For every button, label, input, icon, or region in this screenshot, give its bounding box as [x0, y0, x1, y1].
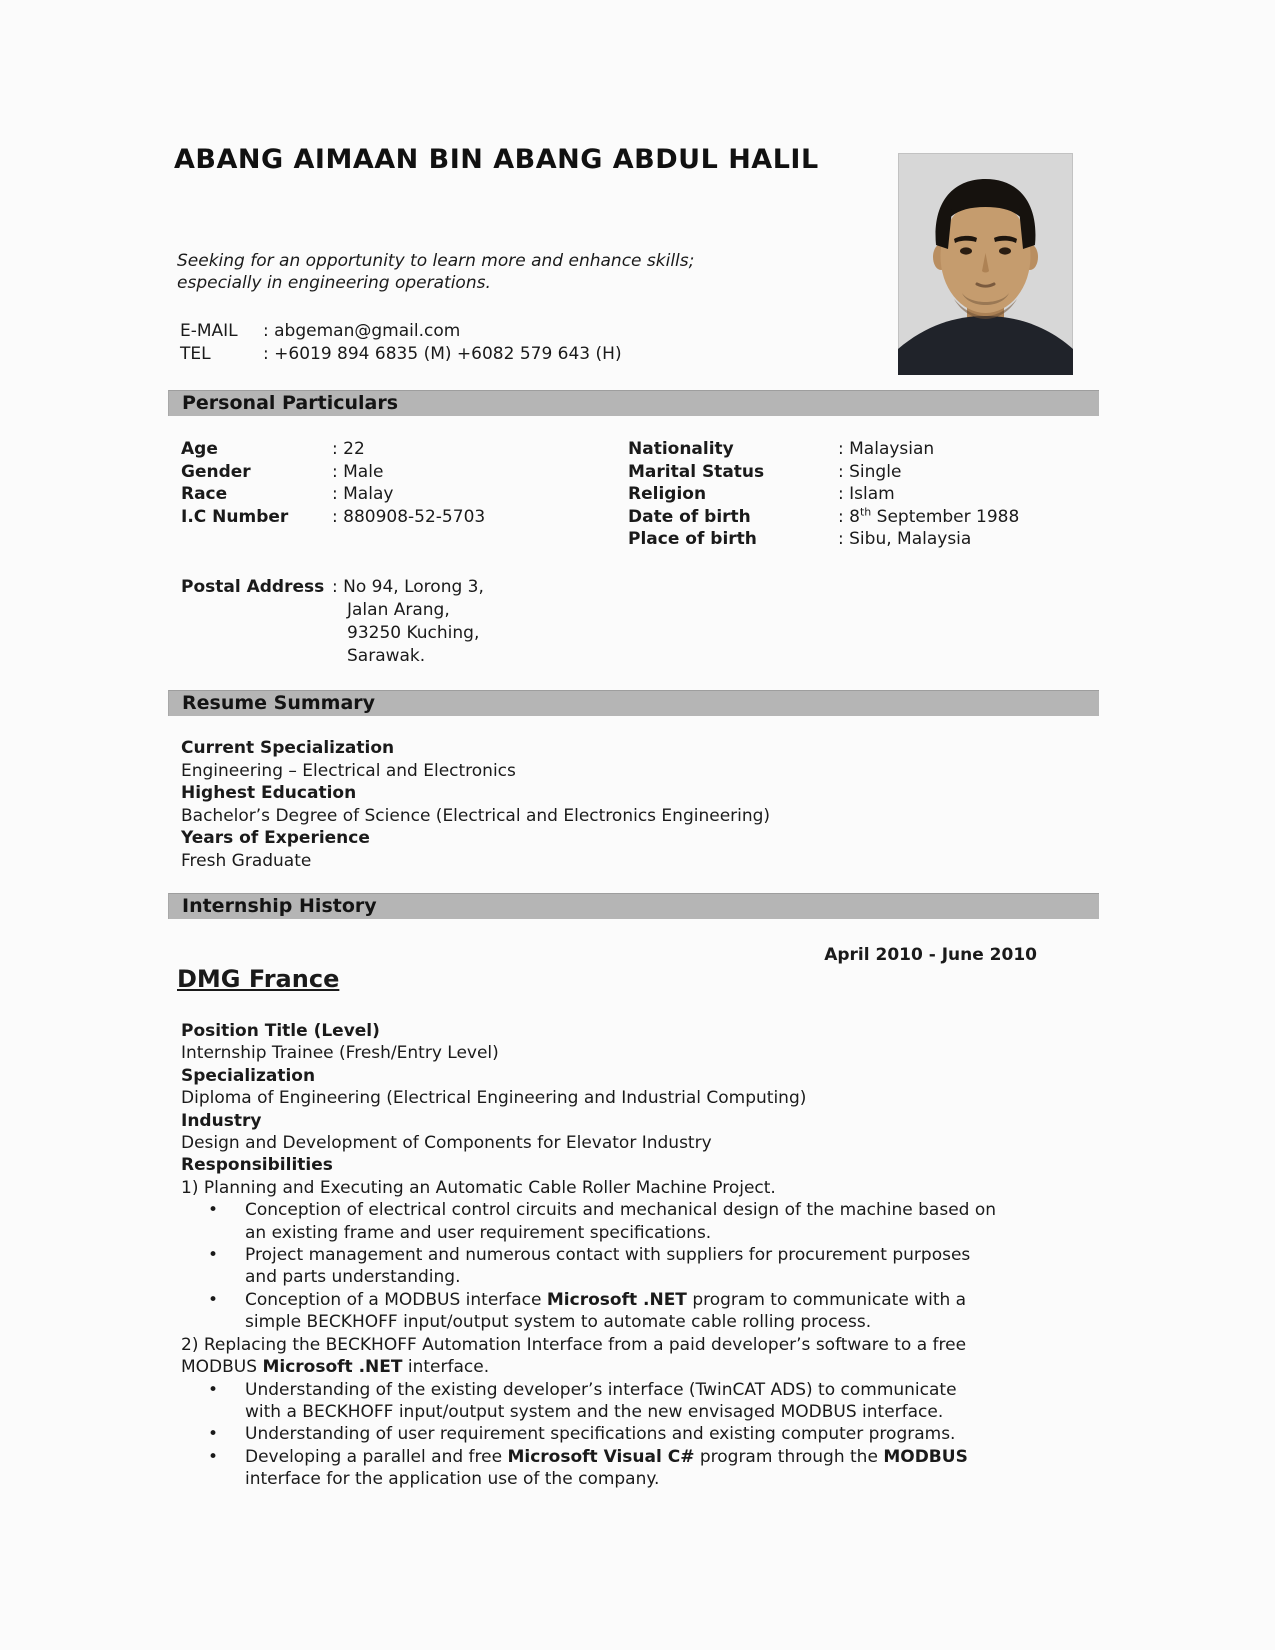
candidate-photo [898, 153, 1073, 375]
field-label: Place of birth [628, 529, 757, 550]
contact-value: : abgeman@gmail.com [263, 321, 461, 341]
personal-fields-left [181, 438, 485, 528]
personal-fields-right [628, 438, 1019, 551]
internship-period: April 2010 - June 2010 [824, 945, 1037, 965]
responsibility-bullet-line: simple BECKHOFF input/output system to automate cable rolling process. [245, 1312, 872, 1333]
detail-value: Bachelor’s Degree of Science (Electrical and Electronics Engineering) [181, 805, 771, 826]
responsibilities-label: Responsibilities [181, 1155, 333, 1176]
field-label: Race [181, 484, 228, 505]
field-row [628, 438, 1019, 461]
portrait-illustration [898, 153, 1073, 375]
detail-value: Engineering – Electrical and Electronics [181, 760, 516, 781]
field-value: : 880908-52-5703 [332, 506, 486, 527]
responsibility-bullet-line: • Understanding of user requirement specifications and existing computer programs. [181, 1423, 1191, 1445]
field-row [181, 506, 485, 529]
responsibility-bullet-line: and parts understanding. [245, 1267, 461, 1288]
field-row [181, 438, 485, 461]
responsibility-bullet-line: interface for the application use of the company. [245, 1469, 660, 1490]
objective-line-2: especially in engineering operations. [177, 273, 491, 293]
field-row [628, 461, 1019, 484]
responsibility-item: 2) Replacing the BECKHOFF Automation Interface from a paid developer’s software to a free [181, 1334, 967, 1355]
section-title: Resume Summary [182, 692, 376, 714]
field-value: : Malay [332, 484, 394, 505]
section-title: Personal Particulars [182, 392, 399, 414]
responsibility-bullet-line: • Conception of electrical control circuits and mechanical design of the machine based on [181, 1199, 1191, 1221]
internship-detail-pairs [181, 1020, 1191, 1154]
detail-label: Highest Education [181, 783, 357, 804]
field-label: Nationality [628, 439, 734, 459]
contact-label: E-MAIL [180, 321, 238, 341]
responsibility-bullet-line: • Project management and numerous contact with suppliers for procurement purposes [181, 1244, 1191, 1266]
detail-label: Current Specialization [181, 738, 395, 758]
objective-statement [177, 250, 694, 294]
detail-value: Diploma of Engineering (Electrical Engineering and Industrial Computing) [181, 1088, 807, 1109]
detail-value: Design and Development of Components for Elevator Industry [181, 1133, 712, 1154]
field-label: Marital Status [628, 461, 765, 482]
address-line: Sarawak. [347, 646, 426, 666]
objective-line-1: Seeking for an opportunity to learn more and enhance skills; [177, 251, 695, 271]
field-label: Age [181, 439, 218, 459]
resume-summary-block [181, 737, 770, 873]
responsibility-item: MODBUS Microsoft .NET interface. [181, 1357, 490, 1378]
field-label: I.C Number [181, 506, 289, 527]
contact-value: : +6019 894 6835 (M) +6082 579 643 (H) [263, 344, 622, 364]
responsibility-bullet-line: • Conception of a MODBUS interface Microsoft .NET program to communicate with a [181, 1289, 1191, 1311]
field-row [628, 483, 1019, 506]
field-value: : 8th September 1988 [838, 505, 1020, 527]
address-line: : No 94, Lorong 3, [332, 577, 484, 597]
postal-address-value [332, 576, 484, 668]
field-value: : Malaysian [838, 439, 935, 459]
contact-row [180, 320, 622, 343]
postal-address-row [181, 576, 484, 668]
section-title: Internship History [182, 895, 377, 917]
responsibility-bullet-line: with a BECKHOFF input/output system and the new envisaged MODBUS interface. [245, 1401, 944, 1422]
field-label: Gender [181, 461, 251, 482]
field-row [181, 461, 485, 484]
contact-block [180, 320, 622, 366]
section-header-resume-summary [168, 690, 1099, 716]
field-row [628, 506, 1019, 529]
field-value: : Male [332, 461, 384, 482]
internship-details-block [181, 1020, 1191, 1491]
section-header-internship-history [168, 893, 1099, 919]
responsibility-bullet-line: • Understanding of the existing developer’s interface (TwinCAT ADS) to communicate [181, 1379, 1191, 1401]
detail-label: Position Title (Level) [181, 1021, 380, 1041]
field-label: Religion [628, 484, 707, 505]
detail-label: Years of Experience [181, 828, 370, 849]
contact-label: TEL [180, 344, 211, 364]
field-value: : Single [838, 461, 902, 482]
address-line: 93250 Kuching, [347, 623, 480, 643]
detail-value: Fresh Graduate [181, 850, 312, 871]
responsibilities-list [181, 1177, 1191, 1491]
address-line: Jalan Arang, [347, 600, 450, 620]
field-value: : 22 [332, 439, 365, 459]
responsibility-item: 1) Planning and Executing an Automatic Cable Roller Machine Project. [181, 1177, 776, 1198]
detail-value: Internship Trainee (Fresh/Entry Level) [181, 1043, 499, 1064]
field-label: Date of birth [628, 506, 751, 527]
responsibility-bullet-line: an existing frame and user requirement specifications. [245, 1222, 712, 1243]
contact-row [180, 343, 622, 366]
field-value: : Islam [838, 484, 895, 505]
responsibility-bullet-line: • Developing a parallel and free Microsoft Visual C# program through the MODBUS [181, 1446, 1191, 1468]
field-row [628, 528, 1019, 551]
field-row [181, 483, 485, 506]
candidate-name: ABANG AIMAAN BIN ABANG ABDUL HALIL [174, 144, 819, 175]
detail-label: Specialization [181, 1065, 316, 1086]
postal-address-label: Postal Address [181, 577, 325, 597]
company-name: DMG France [177, 965, 340, 993]
field-value: : Sibu, Malaysia [838, 529, 972, 550]
section-header-personal-particulars [168, 390, 1099, 416]
detail-label: Industry [181, 1110, 262, 1131]
